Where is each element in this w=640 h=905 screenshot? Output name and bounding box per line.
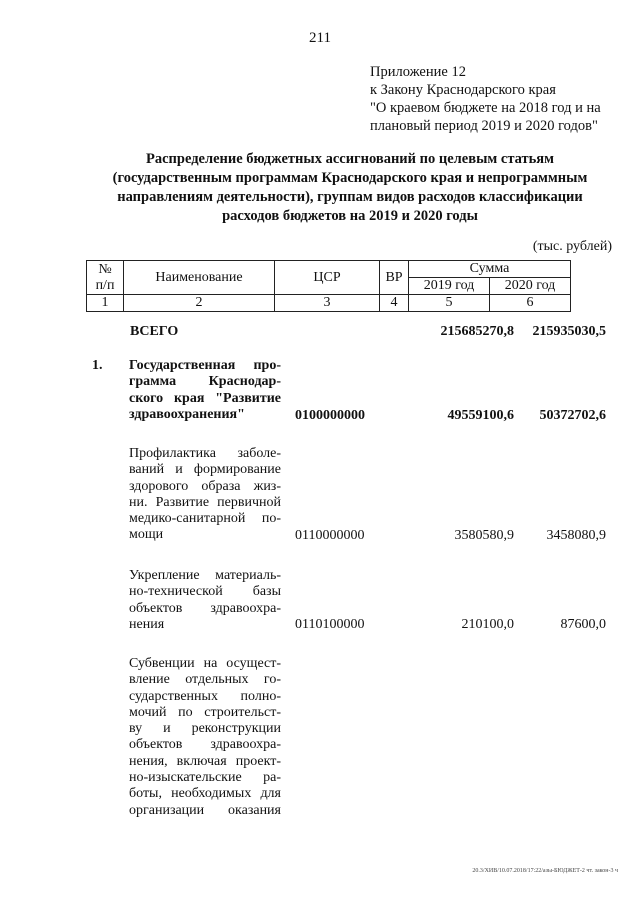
row-name: Профилактика заболе- ваний и формирование здорового образа жиз- ни. Развитие первичной медико-санитарной по- мощи xyxy=(129,446,281,543)
row-name: Укрепление материаль- но-технической базы объектов здравоохра- нения xyxy=(129,568,281,632)
row-number: 1. xyxy=(92,358,103,373)
row-2020: 3458080,9 xyxy=(546,528,606,543)
appendix-line: к Закону Краснодарского края xyxy=(370,82,556,98)
budget-table-header xyxy=(86,260,571,312)
header-sum: Сумма xyxy=(409,261,571,278)
appendix-line: Приложение 12 xyxy=(370,64,466,80)
appendix-note xyxy=(370,63,632,135)
header-name: Наименование xyxy=(124,261,275,295)
column-number: 2 xyxy=(124,295,275,312)
column-number: 1 xyxy=(87,295,124,312)
title-line: расходов бюджетов на 2019 и 2020 годы xyxy=(222,208,478,224)
appendix-line: "О краевом бюджете на 2018 год и на xyxy=(370,100,601,116)
header-csr: ЦСР xyxy=(275,261,380,295)
row-2020: 50372702,6 xyxy=(539,408,606,423)
row-name: Субвенции на осущест- вление отдельных го- сударственных полно- мочий по строительст- ву и реконструкции объектов здравоохра- нения, включая проект- но-изыскательские ра- боты, необходимых для организации оказания xyxy=(129,656,281,818)
footer-code: 20.3/ХИВ/10.07.2018/17:22/азы-БЮДЖЕТ-2 чт. закон-3 ч xyxy=(472,868,618,874)
column-number: 6 xyxy=(490,295,571,312)
column-number: 3 xyxy=(275,295,380,312)
total-label: ВСЕГО xyxy=(130,324,179,339)
units-label: (тыс. рублей) xyxy=(532,239,612,254)
total-2020: 215935030,5 xyxy=(532,324,606,339)
row-name: Государственная про- грамма Краснодар- ского края "Развитие здравоохранения" xyxy=(129,358,281,422)
header-number: № п/п xyxy=(87,261,124,295)
appendix-line: плановый период 2019 и 2020 годов" xyxy=(370,118,598,134)
title-line: Распределение бюджетных ассигнований по целевым статьям xyxy=(145,151,555,167)
header-vr: ВР xyxy=(380,261,409,295)
row-2020: 87600,0 xyxy=(560,617,606,632)
header-year-2020: 2020 год xyxy=(490,278,571,295)
row-2019: 49559100,6 xyxy=(447,408,514,423)
column-number: 5 xyxy=(409,295,490,312)
document-title xyxy=(80,150,620,226)
total-2019: 215685270,8 xyxy=(440,324,514,339)
row-csr: 0110000000 xyxy=(295,528,365,543)
header-year-2019: 2019 год xyxy=(409,278,490,295)
row-csr: 0100000000 xyxy=(295,408,365,423)
row-2019: 210100,0 xyxy=(461,617,514,632)
title-line: направлениям деятельности), группам видов расходов классификации xyxy=(117,189,583,205)
row-csr: 0110100000 xyxy=(295,617,365,632)
page-number: 211 xyxy=(309,30,331,46)
title-line: (государственным программам Краснодарского края и непрограммным xyxy=(112,170,588,186)
column-number: 4 xyxy=(380,295,409,312)
row-2019: 3580580,9 xyxy=(454,528,514,543)
